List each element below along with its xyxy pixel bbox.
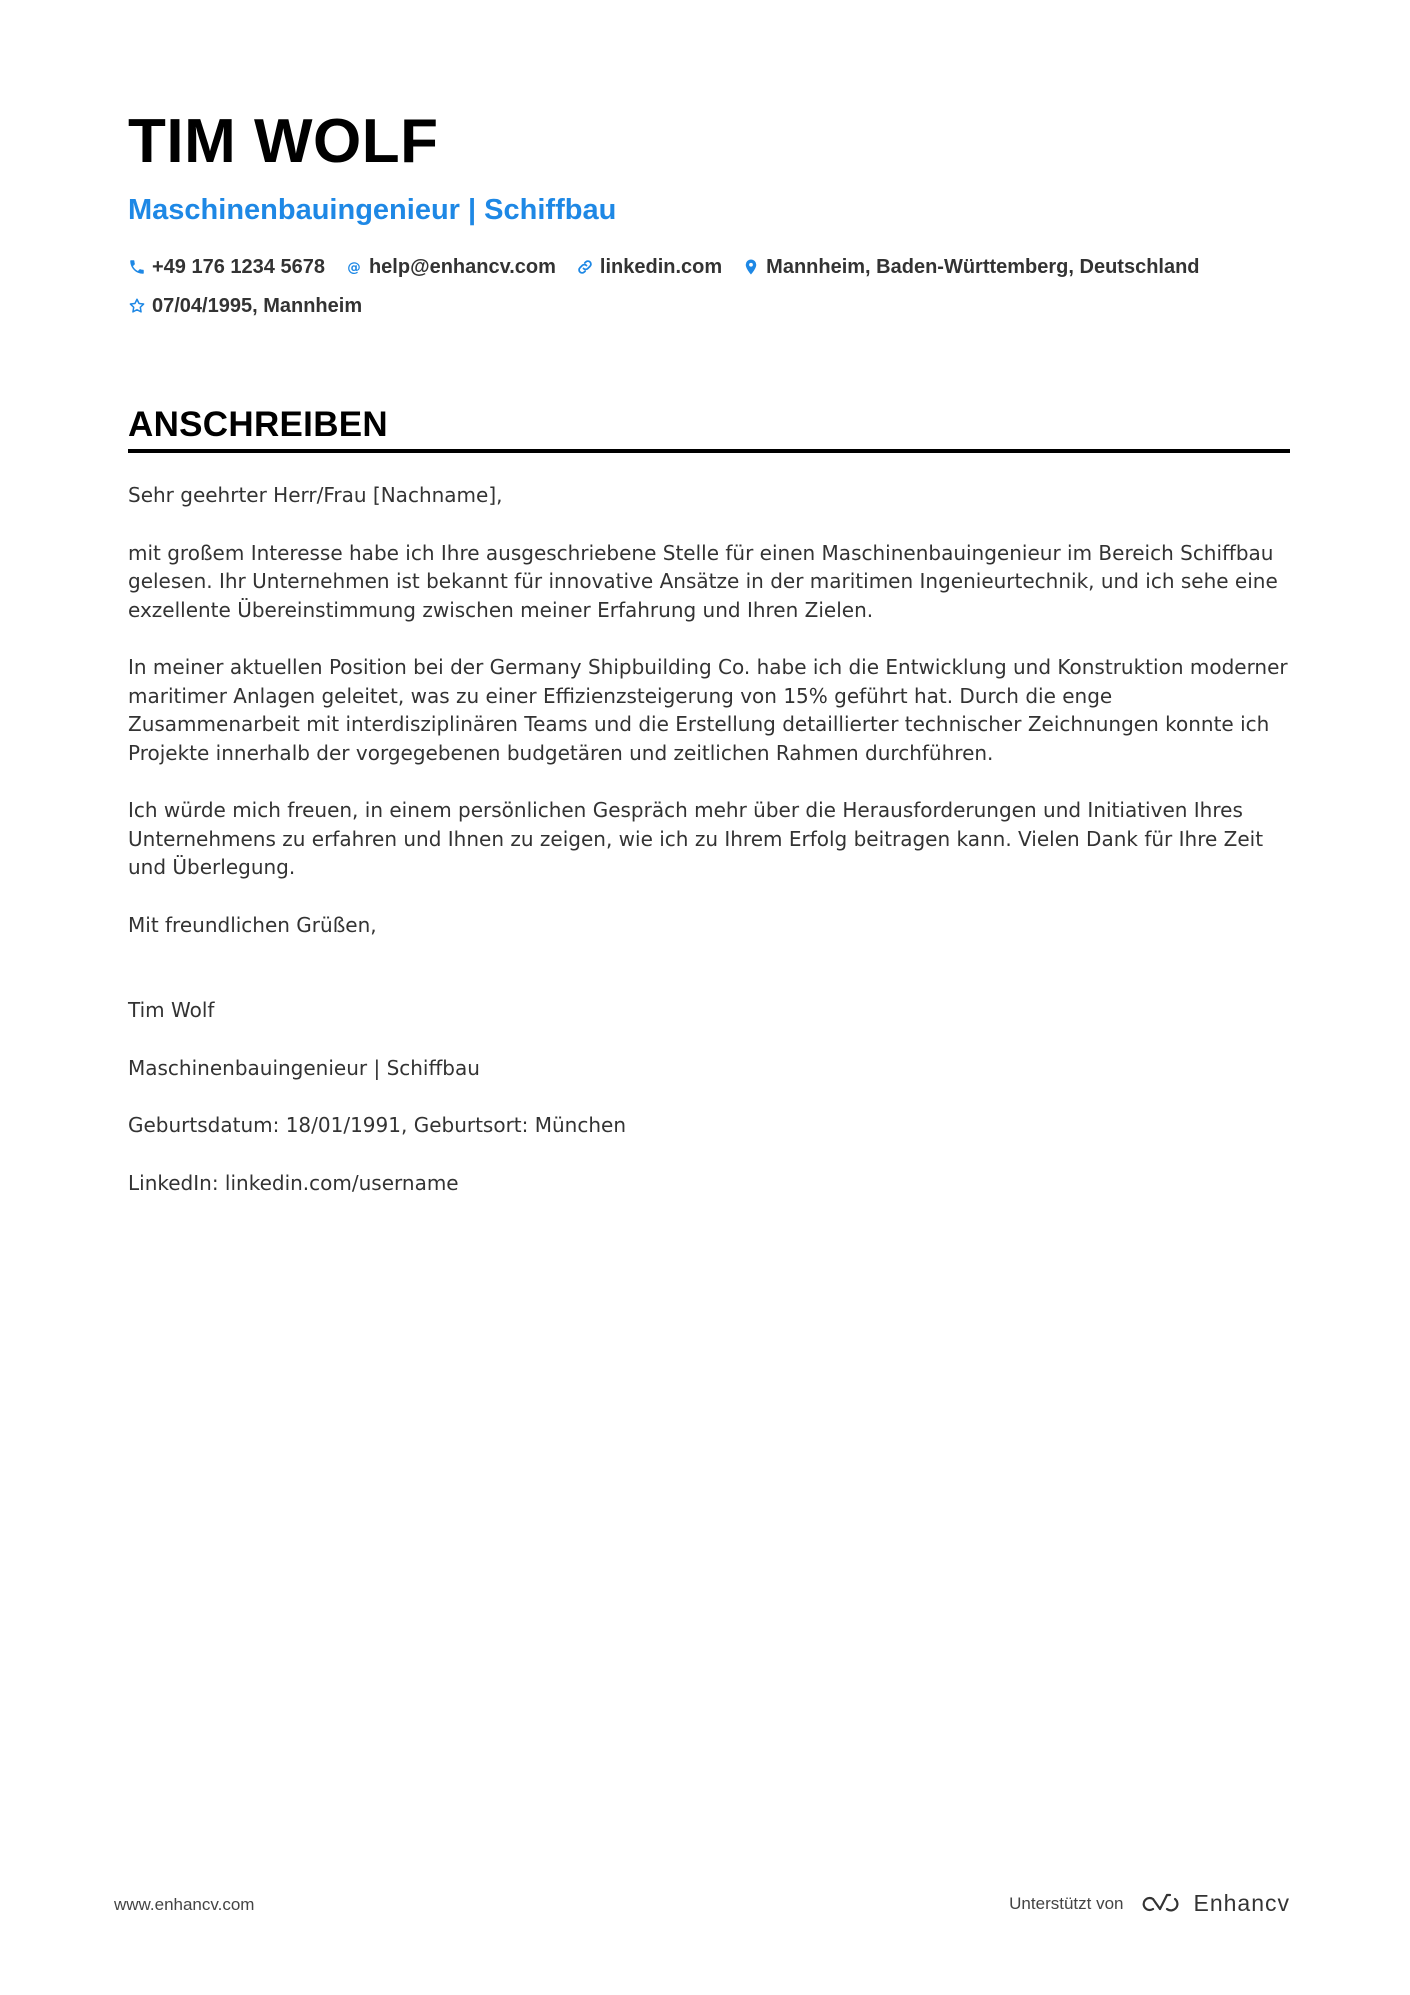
email-text: help@enhancv.com [368,255,556,278]
letter-paragraph: In meiner aktuellen Position bei der Germany Shipbuilding Co. habe ich die Entwicklung und Konstruktion moderner maritimer Anlagen geleitet, was zu einer Effizienzsteigerung von 15% geführt hat. Durch die enge Zusammenarbeit mit interdisziplinären Teams und die Erstellung detaillierter technischer Zeichnungen konnte ich Projekte innerhalb der vorgegebenen budgetären und zeitlichen Rahmen durchführen. [128,655,1288,765]
letter-closing: Mit freundlichen Grüßen, [128,912,377,937]
signature-linkedin: LinkedIn: linkedin.com/username [128,1170,459,1195]
star-icon [128,297,146,315]
footer-branding[interactable] [1009,1890,1290,1917]
signature-name: Tim Wolf [128,998,215,1022]
at-icon [345,258,363,276]
contact-email[interactable] [345,256,556,279]
contact-location [742,256,1199,279]
location-text: Mannheim, Baden-Württemberg, Deutschland [766,255,1200,278]
contact-row [128,254,1288,280]
section-divider [128,449,1290,453]
contact-row [128,293,1288,319]
link-icon [576,258,594,276]
svg-text:@: @ [347,259,361,276]
footer-website[interactable]: www.enhancv.com [114,1895,255,1914]
letter-greeting: Sehr geehrter Herr/Frau [Nachname], [128,483,503,507]
contact-birth [128,295,362,318]
location-pin-icon [742,258,760,276]
section-title: ANSCHREIBEN [128,405,388,444]
applicant-name: TIM WOLF [128,107,439,176]
enhancv-logo-icon [1137,1891,1183,1917]
birth-text: 07/04/1995, Mannheim [152,294,363,317]
applicant-title: Maschinenbauingenieur | Schiffbau [128,194,617,226]
signature-role: Maschinenbauingenieur | Schiffbau [128,1055,480,1080]
contact-linkedin[interactable] [576,256,722,279]
brand-name: Enhancv [1193,1890,1290,1916]
phone-text: +49 176 1234 5678 [152,255,325,278]
contact-phone [128,256,325,279]
linkedin-text: linkedin.com [599,255,723,278]
powered-by-text: Unterstützt von [1009,1893,1124,1913]
signature-birth: Geburtsdatum: 18/01/1991, Geburtsort: München [128,1113,627,1137]
letter-paragraph: mit großem Interesse habe ich Ihre ausgeschriebene Stelle für einen Maschinenbauingenieur im Bereich Schiffbau gelesen. Ihr Unternehmen ist bekannt für innovative Ansätze in der maritimen Ingenieurtechnik, und ich sehe eine exzellente Übereinstimmung zwischen meiner Erfahrung und Ihren Zielen. [128,540,1278,622]
letter-body [128,481,1290,1226]
contact-info [128,254,1288,332]
letter-paragraph: Ich würde mich freuen, in einem persönlichen Gespräch mehr über die Herausforderungen und Initiativen Ihres Unternehmens zu erfahren und Ihnen zu zeigen, wie ich zu Ihrem Erfolg beitragen kann. Vielen Dank für Ihre Zeit und Überlegung. [128,798,1264,879]
phone-icon [128,258,146,276]
